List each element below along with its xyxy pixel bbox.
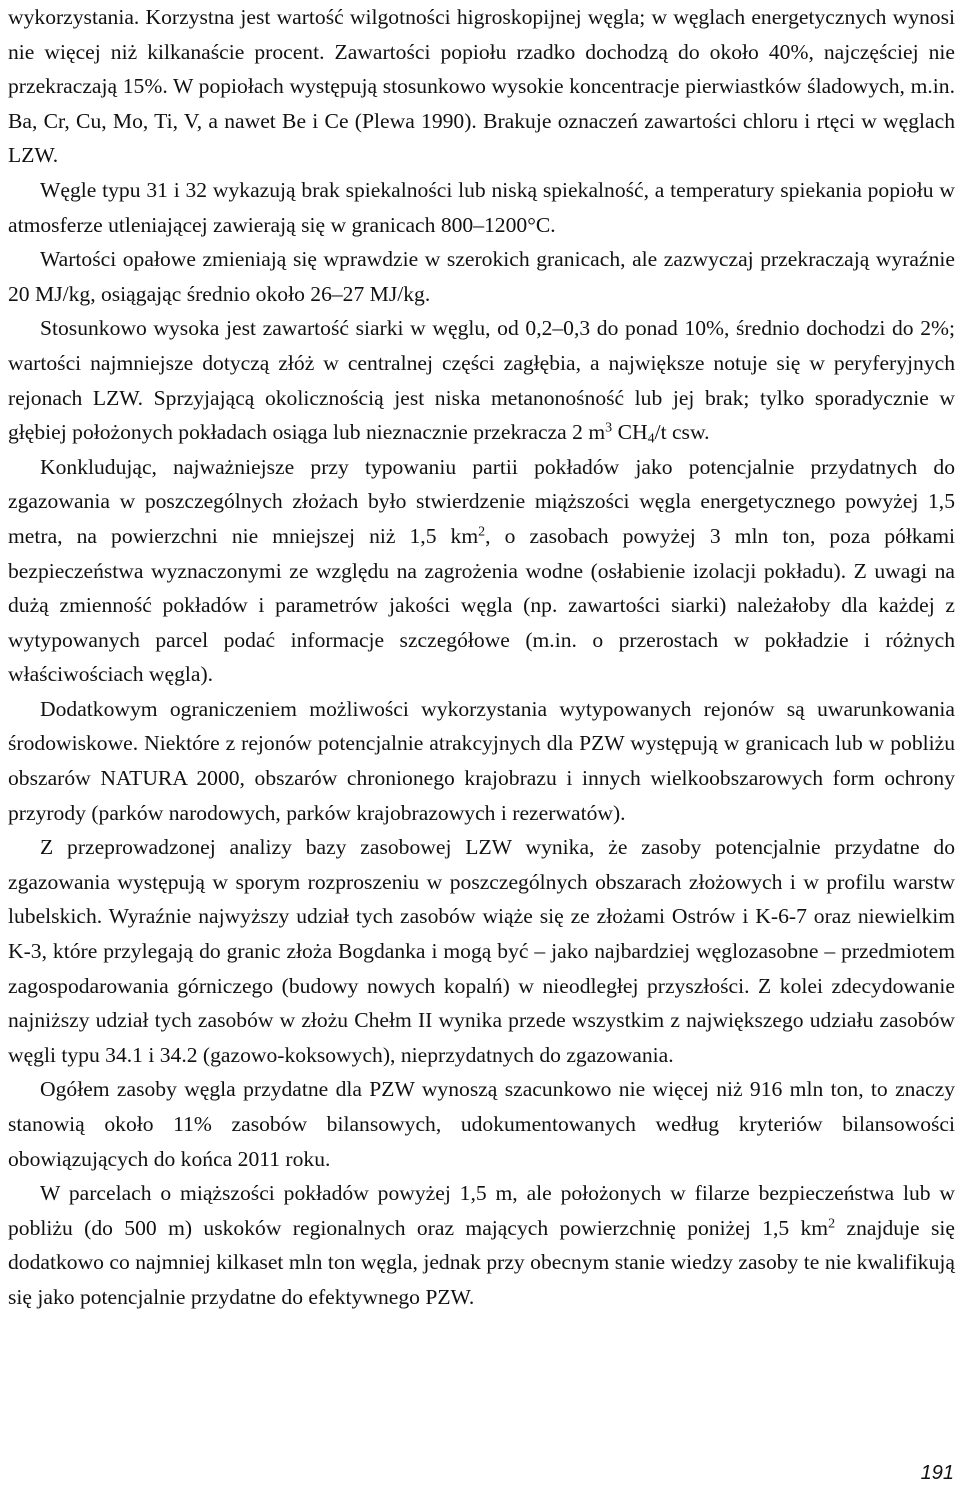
paragraph-text: Stosunkowo wysoka jest zawartość siarki w węglu, od 0,2–0,3 do ponad 10%, średnio dochodzi do 2%; wartości najmniejsze dotyczą złóż w centralnej części zagłębia, a największe notuje się w peryferyjnych rejonach LZW. Sprzyjającą okolicznością jest niska metanonośność lub jej brak; tylko sporadycznie w głębiej położonych pokładach osiąga lub nieznacznie przekracza 2 m	[8, 316, 955, 445]
paragraph-8	[8, 1072, 955, 1176]
paragraph-text: Z przeprowadzonej analizy bazy zasobowej LZW wynika, że zasoby potencjalnie przydatne do zgazowania występują w sporym rozproszeniu w poszczególnych obszarach złożowych i w profilu warstw lubelskich. Wyraźnie najwyższy udział tych zasobów wiąże się ze złożami Ostrów i K-6-7 oraz niewielkim K-3, które przylegają do granic złoża Bogdanka i mogą być – jako najbardziej węglozasobne – przedmiotem zagospodarowania górniczego (budowy nowych kopalń) w nieodległej przyszłości. Z kolei zdecydowanie najniższy udział tych zasobów w złożu Chełm II wynika przede wszystkim z największego udziału zasobów węgli typu 34.1 i 34.2 (gazowo-koksowych), nieprzydatnych do zgazowania.	[8, 835, 955, 1067]
paragraph-text: W parcelach o miąższości pokładów powyżej 1,5 m, ale położonych w filarze bezpieczeństwa lub w pobliżu (do 500 m) uskoków regionalnych oraz mających powierzchnię poniżej 1,5 km	[8, 1181, 955, 1240]
document-body	[8, 0, 955, 1315]
paragraph-text: Dodatkowym ograniczeniem możliwości wykorzystania wytypowanych rejonów są uwarunkowania środowiskowe. Niektóre z rejonów potencjalnie atrakcyjnych dla PZW występują w granicach lub w pobliżu obszarów NATURA 2000, obszarów chronionego krajobrazu i innych wielkoobszarowych form ochrony przyrody (parków narodowych, parków krajobrazowych i rezerwatów).	[8, 696, 955, 825]
subscript: 4	[647, 431, 655, 447]
paragraph-text: Wartości opałowe zmieniają się wprawdzie w szerokich granicach, ale zazwyczaj przekraczają wyraźnie 20 MJ/kg, osiągając średnio około 26–27 MJ/kg.	[8, 247, 955, 306]
paragraph-text: znajduje się dodatkowo co najmniej kilkaset mln ton węgla, jednak przy obecnym stanie wiedzy zasoby te nie kwalifikują się jako potencjalnie przydatne do efektywnego PZW.	[8, 1215, 955, 1309]
paragraph-5	[8, 450, 955, 692]
paragraph-text: Ogółem zasoby węgla przydatne dla PZW wynoszą szacunkowo nie więcej niż 916 mln ton, to znaczy stanowią około 11% zasobów bilansowych, udokumentowanych według kryteriów bilansowości obowiązujących do końca 2011 roku.	[8, 1077, 955, 1171]
paragraph-text: /t csw.	[654, 420, 710, 445]
paragraph-4	[8, 311, 955, 449]
superscript: 2	[478, 524, 486, 540]
superscript: 3	[605, 420, 613, 436]
paragraph-text: , o zasobach powyżej 3 mln ton, poza półkami bezpieczeństwa wyznaczonymi ze względu na zagrożenia wodne (osłabienie izolacji pokładu). Z uwagi na dużą zmienność pokładów i parametrów jakości węgla (np. zawartości siarki) należałoby dla każdej z wytypowanych parcel podać informacje szczegółowe (m.in. o przerostach w pokładzie i różnych właściwościach węgla).	[8, 523, 955, 687]
page-number: 191	[920, 1462, 954, 1484]
paragraph-1	[8, 0, 955, 173]
paragraph-text: wykorzystania. Korzystna jest wartość wilgotności higroskopijnej węgla; w węglach energetycznych wynosi nie więcej niż kilkanaście procent. Zawartości popiołu rzadko dochodzą do około 40%, najczęściej nie przekraczają 15%. W popiołach występują stosunkowo wysokie koncentracje pierwiastków śladowych, m.in. Ba, Cr, Cu, Mo, Ti, V, a nawet Be i Ce (Plewa 1990). Brakuje oznaczeń zawartości chloru i rtęci w węglach LZW.	[8, 5, 955, 168]
paragraph-3	[8, 242, 955, 311]
superscript: 2	[828, 1216, 836, 1232]
paragraph-text: Konkludując, najważniejsze przy typowaniu partii pokładów jako potencjalnie przydatnych do zgazowania w poszczególnych złożach było stwierdzenie miąższości węgla energetycznego powyżej 1,5 metra, na powierzchni nie mniejszej niż 1,5 km	[8, 454, 955, 548]
paragraph-text: CH	[612, 420, 648, 445]
paragraph-2	[8, 173, 955, 242]
paragraph-6	[8, 692, 955, 830]
paragraph-text: Węgle typu 31 i 32 wykazują brak spiekalności lub niską spiekalność, a temperatury spiekania popiołu w atmosferze utleniającej zawierają się w granicach 800–1200°C.	[8, 177, 955, 237]
paragraph-9	[8, 1176, 955, 1314]
paragraph-7	[8, 830, 955, 1072]
